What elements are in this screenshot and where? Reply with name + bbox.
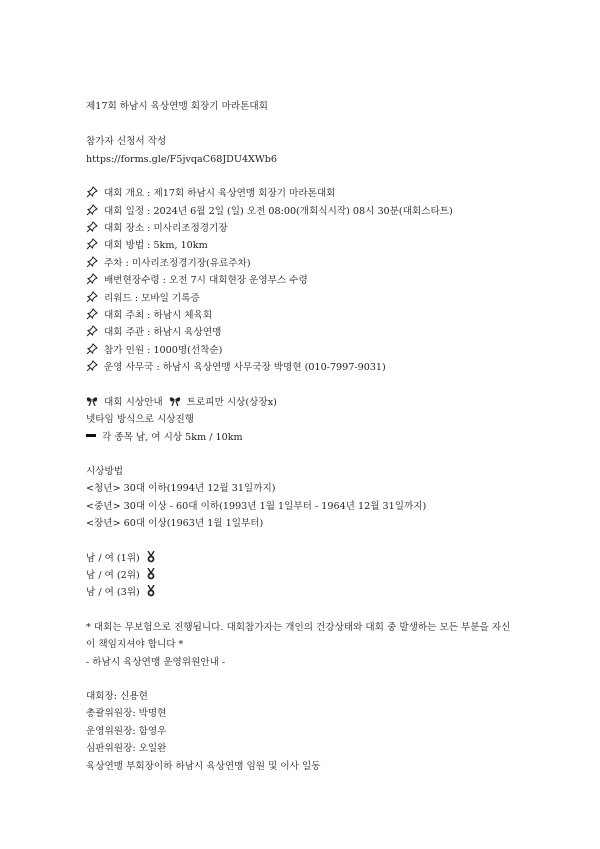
info-item-text: 대회 주최 : 하남시 체육회 bbox=[104, 310, 213, 322]
pushpin-icon bbox=[86, 360, 98, 372]
info-item-text: 운영 사무국 : 하남시 육상연맹 사무국장 박명현 (010-7997-9031) bbox=[104, 362, 386, 374]
info-item-parking bbox=[86, 255, 526, 272]
info-item-method bbox=[86, 237, 526, 254]
committee-list bbox=[86, 688, 526, 775]
info-item-schedule bbox=[86, 203, 526, 220]
notice-signature: - 하남시 육상연맹 운영위원안내 - bbox=[86, 656, 226, 668]
committee-member: 총괄위원장: 박명현 bbox=[86, 708, 167, 720]
pushpin-icon bbox=[86, 291, 98, 303]
awards-trophy-text: 트로피만 시상(상장x) bbox=[186, 396, 277, 408]
pushpin-icon bbox=[86, 221, 98, 233]
awards-guide-text: 대회 시상안내 bbox=[104, 396, 163, 408]
dash-icon bbox=[86, 434, 96, 437]
award-method-row: <중년> 30대 이상 - 60대 이하(1993년 1월 1일부터 - 1964년 12월 31일까지) bbox=[86, 500, 427, 512]
info-item-office bbox=[86, 359, 526, 376]
notice-section bbox=[86, 619, 526, 671]
notice-text: * 대회는 무보험으로 진행됩니다. 대회참가자는 개인의 건강상태와 대회 중 발생하는 모든 부분을 자신이 책임지셔야 합니다 * bbox=[86, 621, 511, 651]
committee-member: 대회장: 신용현 bbox=[86, 690, 148, 702]
rank-text: 남 / 여 (3위) bbox=[86, 587, 140, 599]
award-method-row: <청년> 30대 이하(1994년 12월 31일까지) bbox=[86, 483, 276, 495]
awards-section bbox=[86, 394, 526, 446]
info-list bbox=[86, 185, 526, 376]
ribbon-icon bbox=[86, 395, 98, 406]
document-title: 제17회 하남시 육상연맹 회장기 마라톤대회 bbox=[86, 101, 268, 112]
pushpin-icon bbox=[86, 308, 98, 320]
medal-icon bbox=[146, 551, 156, 563]
signup-url-link[interactable]: https://forms.gle/F5jvqaC68JDU4XWb6 bbox=[86, 153, 277, 165]
info-item-organizer bbox=[86, 324, 526, 341]
awards-guide-line bbox=[86, 394, 526, 411]
signup-label: 참가자 신청서 작성 bbox=[86, 136, 167, 148]
info-item-text: 대회 방법 : 5km, 10km bbox=[104, 240, 208, 252]
info-item-text: 주차 : 미사리조정경기장(유료주차) bbox=[104, 257, 251, 269]
committee-member: 운영위원장: 함영우 bbox=[86, 725, 167, 737]
info-item-text: 배번현장수령 : 오전 7시 대회현장 운영부스 수령 bbox=[104, 275, 308, 287]
rank-text: 남 / 여 (2위) bbox=[86, 569, 140, 581]
pushpin-icon bbox=[86, 325, 98, 337]
rank-item bbox=[86, 567, 526, 584]
pushpin-icon bbox=[86, 273, 98, 285]
medal-icon bbox=[146, 568, 156, 580]
awards-category-line bbox=[86, 429, 526, 446]
rank-item bbox=[86, 584, 526, 601]
info-item-text: 대회 장소 : 미사리조정경기장 bbox=[104, 223, 228, 235]
award-method-row: <장년> 60대 이상(1963년 1월 1일부터) bbox=[86, 518, 264, 530]
committee-member: 육상연맹 부회장이하 하남시 육상연맹 임원 및 이사 일동 bbox=[86, 760, 321, 772]
pushpin-icon bbox=[86, 343, 98, 355]
info-item-overview bbox=[86, 185, 526, 202]
rank-item bbox=[86, 550, 526, 567]
info-item-text: 리워드 : 모바일 기록증 bbox=[104, 292, 200, 304]
pushpin-icon bbox=[86, 238, 98, 250]
info-item-text: 참가 인원 : 1000명(선착순) bbox=[104, 344, 223, 356]
awards-category-text: 각 종목 남, 여 시상 5km / 10km bbox=[102, 431, 243, 443]
info-item-text: 대회 개요 : 제17회 하남시 육상연맹 회장기 마라톤대회 bbox=[104, 188, 336, 200]
rank-text: 남 / 여 (1위) bbox=[86, 552, 140, 564]
info-item-text: 대회 주관 : 하남시 육상연맹 bbox=[104, 327, 222, 339]
medal-icon bbox=[146, 585, 156, 597]
document-page bbox=[86, 98, 526, 775]
award-method-section bbox=[86, 463, 526, 533]
committee-member: 심판위원장: 오일완 bbox=[86, 743, 167, 755]
pushpin-icon bbox=[86, 186, 98, 198]
info-item-venue bbox=[86, 220, 526, 237]
info-item-host bbox=[86, 307, 526, 324]
info-item-text: 대회 일정 : 2024년 6월 2일 (일) 오전 08:00(개회식시작) 08시 30분(대회스타트) bbox=[104, 205, 453, 217]
pushpin-icon bbox=[86, 256, 98, 268]
awards-nettime-line: 넷타임 방식으로 시상진행 bbox=[86, 414, 195, 426]
info-item-reward bbox=[86, 290, 526, 307]
award-method-heading: 시상방법 bbox=[86, 465, 124, 477]
info-item-bib-pickup bbox=[86, 272, 526, 289]
ribbon-icon bbox=[169, 395, 181, 406]
info-item-capacity bbox=[86, 342, 526, 359]
rank-list bbox=[86, 550, 526, 602]
pushpin-icon bbox=[86, 204, 98, 216]
